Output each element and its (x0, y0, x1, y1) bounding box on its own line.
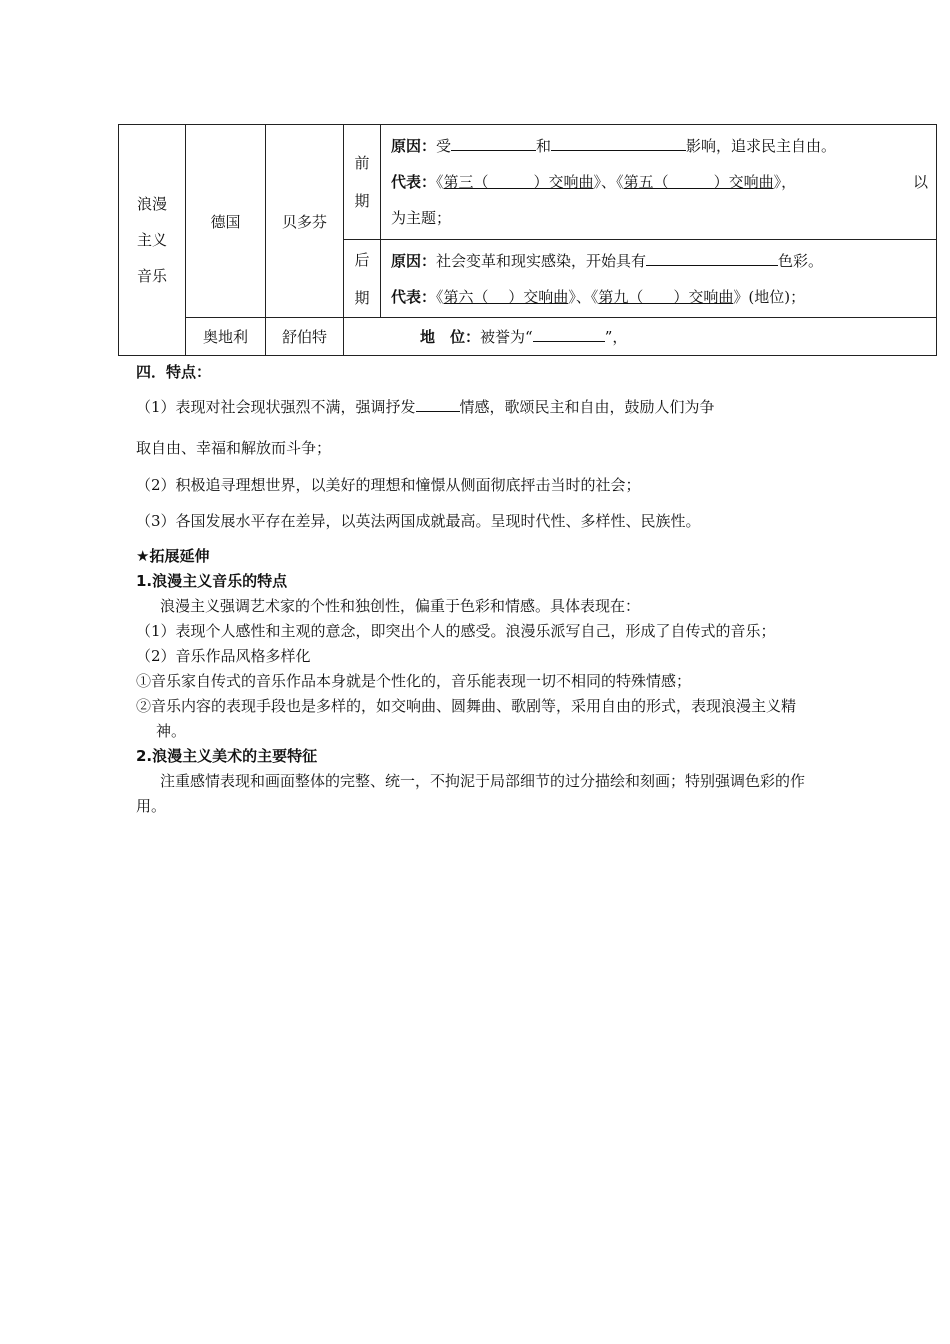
paragraph: （2）音乐作品风格多样化 (136, 647, 311, 665)
period-char: 期 (354, 192, 370, 210)
composer-cell: 贝多芬 (266, 125, 344, 318)
category-cell (119, 125, 186, 356)
period-char: 期 (354, 288, 370, 307)
rep-work-fill[interactable]: 第三（ ）交响曲 (443, 173, 594, 191)
extension-subheading: 2.浪漫主义美术的主要特征 (136, 747, 318, 765)
paragraph: ②音乐内容的表现手段也是多样的，如交响曲、圆舞曲、歌剧等，采用自由的形式，表现浪漫主义精神。 (136, 697, 797, 740)
status-text: 被誉为“ (480, 328, 533, 346)
country-cell: 德国 (186, 125, 266, 318)
rep-text: 《 (616, 173, 624, 191)
cause-text: 影响，追求民主自由。 (686, 137, 837, 155)
rep-work-fill[interactable]: 第六（ ）交响曲 (443, 287, 569, 306)
section-heading: 四．特点： (136, 363, 212, 381)
rep-work-fill[interactable]: 第五（ ）交响曲 (623, 173, 774, 191)
rep-text: 《 (590, 287, 599, 306)
late-rep-line (391, 279, 936, 315)
cause-text: 和 (536, 137, 552, 155)
cause-label: 原因： (391, 251, 437, 270)
paragraph: ①音乐家自传式的音乐作品本身就是个性化的，音乐能表现一切不相同的特殊情感； (136, 672, 692, 690)
music-table (118, 124, 937, 356)
section-4-item-1 (136, 395, 816, 420)
extension-subheading: 1.浪漫主义音乐的特点 (136, 572, 288, 590)
section-4 (136, 360, 816, 385)
table-row (119, 125, 937, 240)
section-4-item-1-cont: 取自由、幸福和解放而斗争； (136, 439, 332, 457)
rep-text: 》、 (593, 173, 617, 191)
status-label: 地 位： (420, 328, 481, 346)
rep-work-fill[interactable]: 第九（ ）交响曲 (598, 287, 734, 306)
early-rep-line2: 为主题； (391, 209, 452, 227)
period-cell-late (344, 240, 381, 318)
section-4-item-3: （3）各国发展水平存在差异，以英法两国成就最高。呈现时代性、多样性、民族性。 (136, 512, 701, 530)
fill-blank[interactable] (551, 136, 686, 151)
extension-section (136, 544, 816, 819)
early-detail-cell (381, 125, 937, 240)
composer-cell: 舒伯特 (266, 318, 344, 356)
extension-heading: ★拓展延伸 (136, 547, 210, 565)
rep-text: 以 (912, 173, 928, 191)
rep-text: 》， (773, 173, 797, 191)
table-row (119, 318, 937, 356)
section-4-item-2: （2）积极追寻理想世界，以美好的理想和憧憬从侧面彻底抨击当时的社会； (136, 476, 641, 494)
category-line: 主义 (136, 231, 167, 249)
rep-text: 》、 (568, 287, 591, 306)
cause-label: 原因： (391, 137, 437, 155)
rep-label: 代表： (391, 173, 437, 191)
cause-text: 色彩。 (778, 251, 824, 270)
early-cause-line (391, 128, 936, 164)
item-text: （1）表现对社会现状强烈不满，强调抒发 (136, 398, 416, 416)
late-detail-cell (381, 240, 937, 318)
item-text: 情感，歌颂民主和自由，鼓励人们为争 (459, 398, 715, 416)
country-cell: 奥地利 (186, 318, 266, 356)
cause-text: 受 (436, 137, 452, 155)
paragraph: （1）表现个人感性和主观的意念，即突出个人的感受。浪漫乐派写自己，形成了自传式的音乐； (136, 622, 776, 640)
rep-text: 》(地位)； (733, 287, 806, 306)
rep-label: 代表： (391, 287, 437, 306)
fill-blank[interactable] (451, 136, 536, 151)
category-line: 浪漫 (136, 195, 167, 213)
cause-text: 社会变革和现实感染，开始具有 (436, 251, 647, 270)
period-cell-early (344, 125, 381, 240)
fill-blank[interactable] (416, 397, 460, 412)
early-rep-line (391, 164, 936, 200)
paragraph: 浪漫主义强调艺术家的个性和独创性，偏重于色彩和情感。具体表现在： (160, 597, 641, 615)
rep-text: 《 (436, 173, 444, 191)
period-char: 前 (354, 154, 370, 172)
period-char: 后 (354, 250, 370, 269)
fill-blank[interactable] (533, 327, 605, 342)
fill-blank[interactable] (646, 251, 778, 266)
late-cause-line (391, 243, 936, 279)
status-text: ”， (604, 328, 628, 346)
category-line: 音乐 (136, 267, 167, 285)
status-cell (344, 318, 937, 356)
paragraph: 注重感情表现和画面整体的完整、统一，不拘泥于局部细节的过分描绘和刻画；特别强调色彩的作用。 (136, 772, 806, 815)
rep-text: 《 (436, 287, 444, 306)
